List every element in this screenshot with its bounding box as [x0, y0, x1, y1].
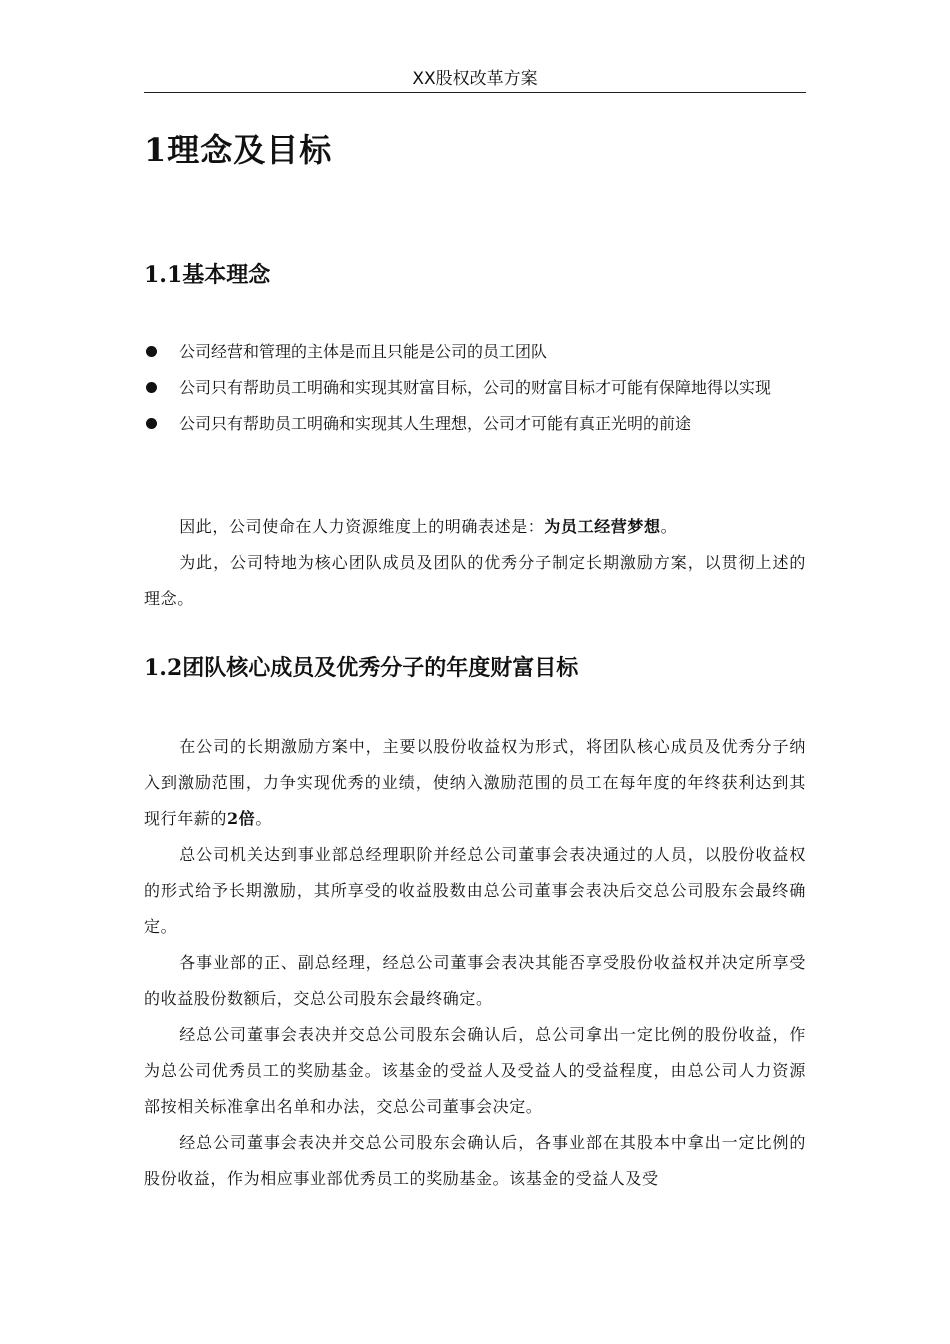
header-divider	[144, 92, 806, 93]
section-title-1-1: 1.1基本理念	[144, 262, 271, 288]
list-item-text: 公司只有帮助员工明确和实现其人生理想，公司才可能有真正光明的前途	[179, 414, 692, 433]
principles-list	[144, 334, 806, 442]
list-item-text: 公司只有帮助员工明确和实现其财富目标，公司的财富目标才可能有保障地得以实现	[179, 378, 772, 397]
division-manager-paragraph: 各事业部的正、副总经理，经总公司董事会表决其能否享受股份收益权并决定所享受的收益股份数额后，交总公司股东会最终确定。	[144, 953, 806, 1008]
list-item	[144, 334, 806, 370]
mission-statement: 为员工经营梦想	[544, 517, 661, 536]
bullet-icon	[146, 382, 157, 393]
bullet-icon	[146, 418, 157, 429]
list-item	[144, 406, 806, 442]
list-item-text: 公司经营和管理的主体是而且只能是公司的员工团队	[179, 342, 548, 361]
purpose-paragraph: 为此，公司特地为核心团队成员及团队的优秀分子制定长期激励方案，以贯彻上述的理念。	[144, 553, 806, 608]
chapter-title: 1理念及目标	[144, 131, 333, 169]
section-title-1-2: 1.2团队核心成员及优秀分子的年度财富目标	[144, 655, 579, 681]
hq-fund-paragraph: 经总公司董事会表决并交总公司股东会确认后，总公司拿出一定比例的股份收益，作为总公司优秀员工的奖励基金。该基金的受益人及受益人的受益程度，由总公司人力资源部按相关标准拿出名单和办法，交总公司董事会决定。	[144, 1025, 806, 1116]
division-fund-paragraph: 经总公司董事会表决并交总公司股东会确认后，各事业部在其股本中拿出一定比例的股份收益，作为相应事业部优秀员工的奖励基金。该基金的受益人及受	[144, 1133, 806, 1188]
mission-paragraph	[144, 509, 806, 545]
incentive-text: 在公司的长期激励方案中，主要以股份收益权为形式，将团队核心成员及优秀分子纳入到激励范围，力争实现优秀的业绩，使纳入激励范围的员工在每年度的年终获利达到其现行年薪的	[144, 737, 806, 828]
incentive-suffix: 。	[255, 809, 272, 828]
salary-multiple: 2倍	[227, 809, 256, 828]
incentive-paragraph	[144, 729, 806, 837]
list-item	[144, 370, 806, 406]
mission-suffix: 。	[660, 517, 678, 536]
bullet-icon	[146, 346, 157, 357]
page-header-title: XX股权改革方案	[412, 69, 538, 89]
hq-paragraph: 总公司机关达到事业部总经理职阶并经总公司董事会表决通过的人员，以股份收益权的形式给予长期激励，其所享受的收益股数由总公司董事会表决后交总公司股东会最终确定。	[144, 845, 806, 936]
mission-prefix: 因此，公司使命在人力资源维度上的明确表述是：	[179, 517, 545, 536]
